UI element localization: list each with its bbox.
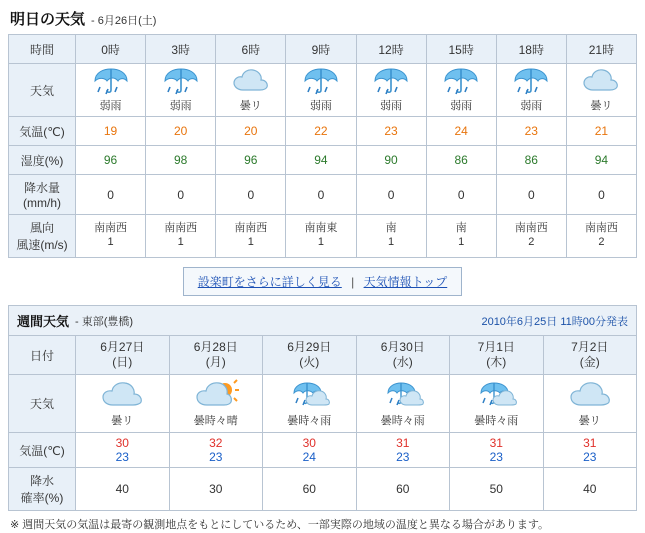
precip-prob-value: 40	[76, 468, 170, 511]
link-separator: |	[351, 275, 355, 289]
humidity-value: 96	[76, 146, 146, 175]
weekly-area: - 東部(豊橋)	[75, 315, 134, 328]
temp-cell	[263, 433, 357, 468]
rain-umbrella-icon	[78, 66, 143, 96]
temp-value: 20	[216, 117, 286, 146]
weekly-forecast-table	[8, 335, 637, 511]
weekly-header	[8, 305, 637, 335]
precip-prob-value: 60	[356, 468, 450, 511]
temp-value: 22	[286, 117, 356, 146]
wind-speed: 1	[388, 236, 395, 248]
temp-value: 23	[496, 117, 566, 146]
weather-cell	[216, 64, 286, 117]
precip-prob-value: 50	[450, 468, 544, 511]
hourly-date: - 6月26日(土)	[91, 15, 157, 27]
weather-cell	[496, 64, 566, 117]
day-of-week: (日)	[112, 355, 133, 369]
table-row-wind	[9, 215, 637, 258]
wind-speed: 1	[177, 236, 184, 248]
temp-value: 20	[146, 117, 216, 146]
row-label-date: 日付	[9, 336, 76, 375]
weather-label: 弱雨	[169, 100, 192, 112]
col-header-time: 21時	[566, 35, 636, 64]
humidity-value: 98	[146, 146, 216, 175]
day-of-week: (金)	[579, 355, 600, 369]
precip-value: 0	[496, 175, 566, 215]
weather-cell	[426, 64, 496, 117]
weather-label: 曇時々雨	[380, 414, 425, 427]
wind-direction: 南南西	[94, 222, 128, 235]
weather-label: 曇リ	[578, 414, 601, 427]
table-row-temp	[9, 433, 637, 468]
temp-low: 24	[302, 450, 316, 464]
temp-low: 23	[115, 450, 129, 464]
row-label-precip-prob	[9, 468, 76, 511]
precip-prob-value: 40	[543, 468, 637, 511]
link-bar	[8, 267, 637, 296]
temp-high: 30	[302, 436, 316, 450]
wind-direction: 南南西	[514, 222, 548, 235]
table-row-precip	[9, 175, 637, 215]
footnote: ※ 週間天気の気温は最寄の観測地点をもとにしているため、一部実際の地域の温度と異なる場合があります。	[10, 519, 549, 531]
cloudy-rain-icon	[265, 379, 354, 411]
date-value: 7月2日	[571, 340, 609, 354]
cloudy-rain-icon	[452, 379, 541, 411]
weather-cell	[356, 64, 426, 117]
col-header-time: 3時	[146, 35, 216, 64]
temp-high: 31	[583, 436, 597, 450]
temp-low: 23	[396, 450, 410, 464]
wind-cell	[146, 215, 216, 258]
wind-speed: 1	[458, 236, 465, 248]
humidity-value: 86	[496, 146, 566, 175]
day-of-week: (月)	[205, 355, 226, 369]
table-row-temp	[9, 117, 637, 146]
day-of-week: (火)	[299, 355, 320, 369]
temp-cell	[450, 433, 544, 468]
wind-speed: 2	[528, 236, 535, 248]
weather-label: 曇リ	[590, 100, 613, 112]
row-label-precip: 降水量(mm/h)	[9, 175, 76, 215]
row-label-humidity: 湿度(%)	[9, 146, 76, 175]
col-header-date	[356, 336, 450, 375]
temp-cell	[169, 433, 263, 468]
table-row-dates	[9, 336, 637, 375]
wind-direction: 南南西	[234, 222, 268, 235]
weather-label: 曇時々雨	[287, 414, 332, 427]
temp-high: 31	[396, 436, 410, 450]
cloudy-icon	[546, 379, 635, 411]
wind-speed: 1	[317, 236, 324, 248]
weather-label: 弱雨	[309, 100, 332, 112]
temp-value: 19	[76, 117, 146, 146]
weekly-title: 週間天気	[17, 314, 70, 329]
cloudy-icon	[218, 66, 283, 96]
temp-low: 23	[489, 450, 503, 464]
col-header-date	[543, 336, 637, 375]
wind-cell	[356, 215, 426, 258]
wind-cell	[216, 215, 286, 258]
weather-cell	[286, 64, 356, 117]
row-label-temp: 気温(℃)	[9, 117, 76, 146]
precip-prob-value: 60	[263, 468, 357, 511]
cloudy-icon	[78, 379, 167, 411]
day-of-week: (水)	[392, 355, 413, 369]
temp-cell	[356, 433, 450, 468]
row-label-precip-line1: 降水	[29, 474, 54, 488]
weather-label: 弱雨	[520, 100, 543, 112]
wind-direction: 南南西	[164, 222, 198, 235]
wind-cell	[496, 215, 566, 258]
rain-umbrella-icon	[499, 66, 564, 96]
humidity-value: 96	[216, 146, 286, 175]
detail-link[interactable]: 設楽町をさらに詳しく見る	[197, 275, 342, 289]
weather-label: 曇リ	[239, 100, 262, 112]
col-header-date	[169, 336, 263, 375]
rain-umbrella-icon	[288, 66, 353, 96]
cloudy-icon	[569, 66, 634, 96]
table-row-weather	[9, 375, 637, 433]
row-label-temp: 気温(℃)	[9, 433, 76, 468]
temp-cell	[76, 433, 170, 468]
weather-label: 弱雨	[99, 100, 122, 112]
row-label-precip-line2: 確率(%)	[20, 491, 64, 505]
wind-speed: 1	[107, 236, 114, 248]
weekly-timestamp: 2010年6月25日 11時00分発表	[481, 315, 628, 328]
cloudy-sun-icon	[172, 379, 261, 411]
humidity-value: 94	[566, 146, 636, 175]
row-label-time: 時間	[9, 35, 76, 64]
wind-cell	[286, 215, 356, 258]
col-header-date	[450, 336, 544, 375]
col-header-date	[76, 336, 170, 375]
col-header-time: 18時	[496, 35, 566, 64]
wind-cell	[76, 215, 146, 258]
table-row-humidity	[9, 146, 637, 175]
col-header-date	[263, 336, 357, 375]
wind-speed: 1	[247, 236, 254, 248]
temp-high: 31	[489, 436, 503, 450]
wind-direction: 南南西	[584, 222, 618, 235]
weather-cell	[566, 64, 636, 117]
precip-value: 0	[146, 175, 216, 215]
col-header-time: 12時	[356, 35, 426, 64]
link-box	[183, 267, 462, 296]
temp-high: 32	[209, 436, 223, 450]
humidity-value: 94	[286, 146, 356, 175]
rain-umbrella-icon	[359, 66, 424, 96]
col-header-time: 15時	[426, 35, 496, 64]
precip-value: 0	[76, 175, 146, 215]
weather-cell	[263, 375, 357, 433]
weather-top-link[interactable]: 天気情報トップ	[363, 275, 448, 289]
humidity-value: 90	[356, 146, 426, 175]
wind-direction: 南	[385, 222, 397, 235]
table-row-times	[9, 35, 637, 64]
wind-direction: 南南東	[304, 222, 338, 235]
row-label-weather: 天気	[9, 375, 76, 433]
date-value: 7月1日	[477, 340, 515, 354]
temp-value: 24	[426, 117, 496, 146]
weather-cell	[543, 375, 637, 433]
temp-value: 23	[356, 117, 426, 146]
weather-label: 曇時々雨	[474, 414, 519, 427]
row-label-wind-dir: 風向	[29, 221, 54, 235]
date-value: 6月28日	[193, 340, 238, 354]
weather-label: 曇時々晴	[193, 414, 238, 427]
weather-cell	[356, 375, 450, 433]
table-row-precip-prob	[9, 468, 637, 511]
day-of-week: (木)	[486, 355, 507, 369]
weather-cell	[76, 375, 170, 433]
col-header-time: 6時	[216, 35, 286, 64]
hourly-header	[10, 8, 637, 29]
weather-cell	[76, 64, 146, 117]
wind-direction: 南	[455, 222, 467, 235]
rain-umbrella-icon	[148, 66, 213, 96]
weather-label: 曇リ	[111, 414, 134, 427]
row-label-weather: 天気	[9, 64, 76, 117]
rain-umbrella-icon	[429, 66, 494, 96]
col-header-time: 0時	[76, 35, 146, 64]
hourly-forecast-table	[8, 34, 637, 258]
table-row-weather	[9, 64, 637, 117]
precip-value: 0	[286, 175, 356, 215]
col-header-time: 9時	[286, 35, 356, 64]
precip-value: 0	[566, 175, 636, 215]
weather-cell	[169, 375, 263, 433]
precip-value: 0	[426, 175, 496, 215]
temp-low: 23	[209, 450, 223, 464]
weather-cell	[146, 64, 216, 117]
date-value: 6月27日	[100, 340, 145, 354]
precip-value: 0	[216, 175, 286, 215]
temp-high: 30	[115, 436, 129, 450]
weather-label: 弱雨	[450, 100, 473, 112]
temp-cell	[543, 433, 637, 468]
weather-cell	[450, 375, 544, 433]
precip-prob-value: 30	[169, 468, 263, 511]
temp-low: 23	[583, 450, 597, 464]
row-label-wind	[9, 215, 76, 258]
wind-speed: 2	[598, 236, 605, 248]
temp-value: 21	[566, 117, 636, 146]
weather-label: 弱雨	[380, 100, 403, 112]
wind-cell	[566, 215, 636, 258]
wind-cell	[426, 215, 496, 258]
date-value: 6月30日	[380, 340, 425, 354]
page-title: 明日の天気	[10, 11, 86, 28]
cloudy-rain-icon	[359, 379, 448, 411]
precip-value: 0	[356, 175, 426, 215]
humidity-value: 86	[426, 146, 496, 175]
date-value: 6月29日	[287, 340, 332, 354]
row-label-wind-speed: 風速(m/s)	[16, 238, 68, 252]
